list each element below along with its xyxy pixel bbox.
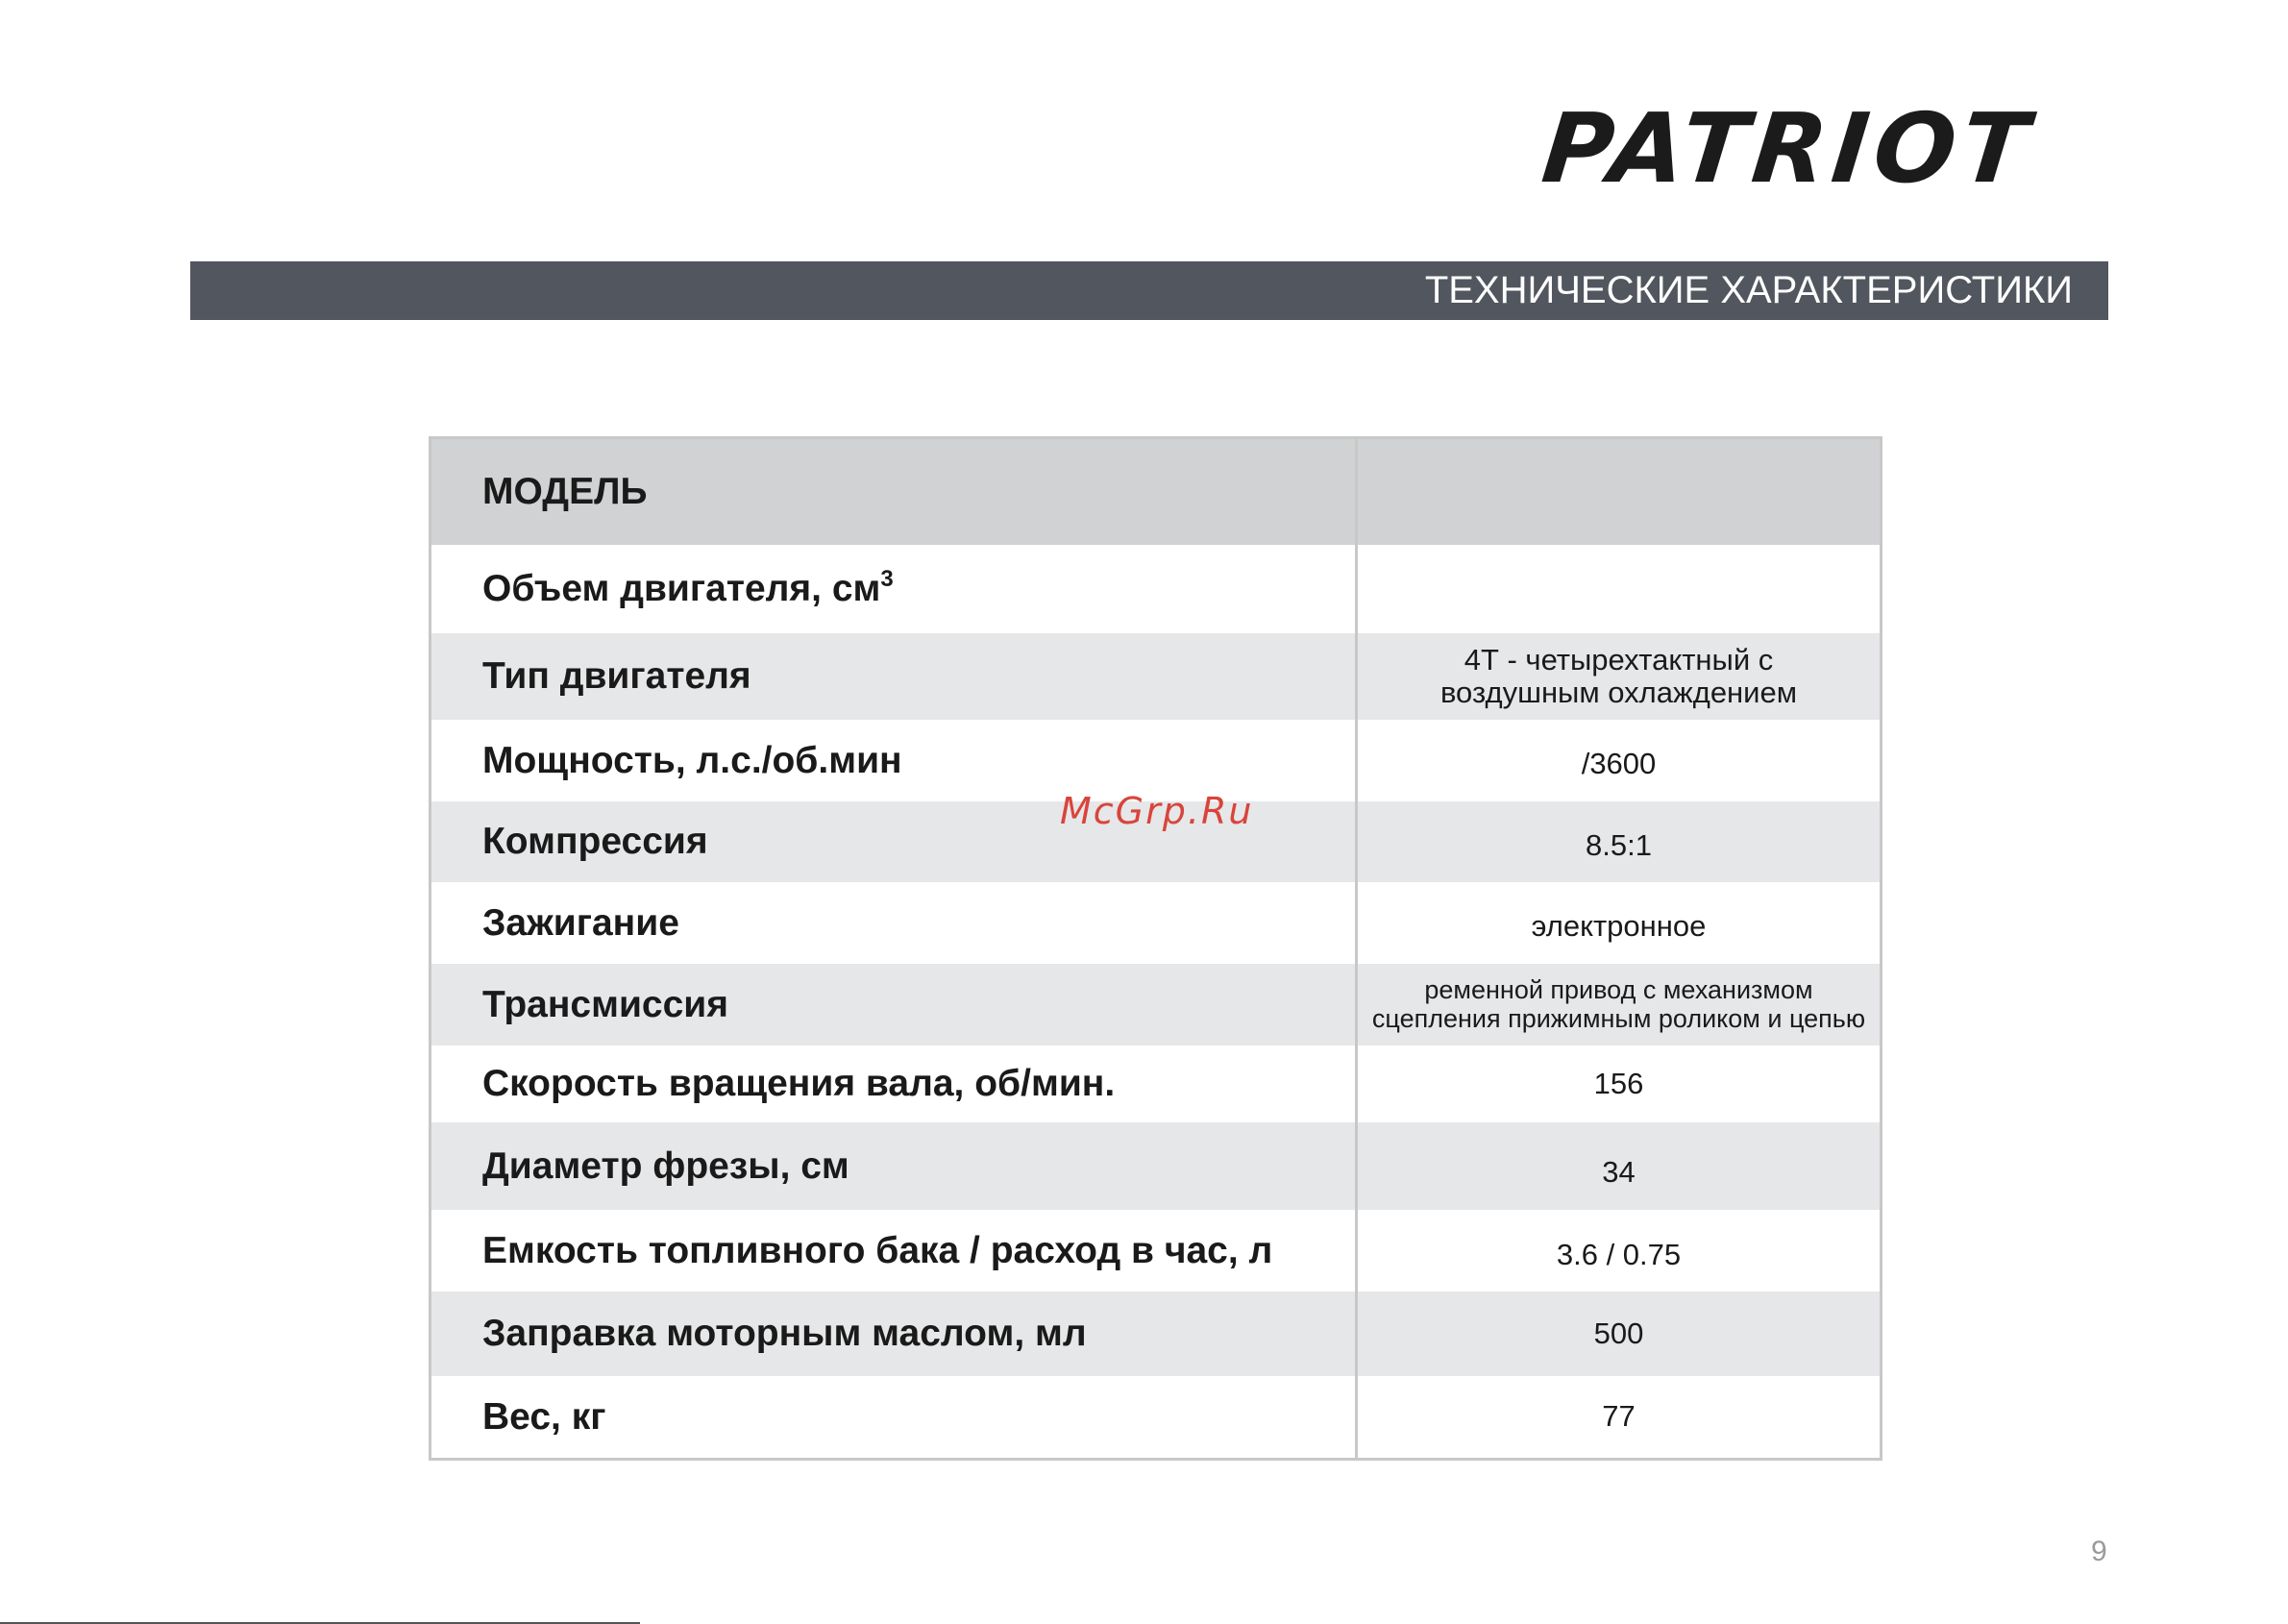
spec-table <box>429 436 1882 1461</box>
table-row <box>431 545 1880 633</box>
cubic-superscript: 3 <box>880 566 894 592</box>
row-value <box>1358 882 1880 964</box>
table-row <box>431 1292 1880 1376</box>
table-row <box>431 1210 1880 1292</box>
value-line: сцепления прижимным роликом и цепью <box>1371 1003 1866 1033</box>
row-value <box>1358 633 1880 720</box>
row-value <box>1358 964 1880 1046</box>
row-value <box>1358 1122 1880 1210</box>
row-label: Диаметр фрезы, см <box>482 1144 849 1187</box>
row-label: Мощность, л.с./об.мин <box>482 739 902 781</box>
row-label: Компрессия <box>482 821 708 862</box>
row-value <box>1358 545 1880 633</box>
value-line: 3.6 / 0.75 <box>1556 1238 1682 1272</box>
watermark: McGrp.Ru <box>1060 790 1254 832</box>
value-line: ременной привод с механизмом <box>1424 974 1813 1004</box>
value-line: /3600 <box>1581 747 1657 781</box>
row-value <box>1358 1046 1880 1122</box>
value-line: 156 <box>1593 1066 1644 1100</box>
model-label: МОДЕЛЬ <box>482 471 648 512</box>
table-row <box>431 1046 1880 1122</box>
row-label: Емкость топливного бака / расход в час, л <box>482 1229 1273 1271</box>
page-number: 9 <box>2091 1536 2107 1567</box>
row-value <box>1358 1292 1880 1376</box>
table-row <box>431 882 1880 964</box>
row-label: Вес, кг <box>482 1395 606 1438</box>
column-divider <box>1355 439 1358 1458</box>
row-value <box>1358 1376 1880 1458</box>
row-label <box>482 545 894 633</box>
row-label: Скорость вращения вала, об/мин. <box>482 1063 1116 1104</box>
table-row <box>431 633 1880 720</box>
engine-volume-label: Объем двигателя, см <box>482 568 881 609</box>
value-line: 4Т - четырехтактный с <box>1464 642 1774 677</box>
table-row <box>431 1376 1880 1458</box>
row-label: Тип двигателя <box>482 655 751 697</box>
row-value <box>1358 720 1880 801</box>
value-line: электронное <box>1531 909 1707 944</box>
value-line: 8.5:1 <box>1586 827 1652 862</box>
value-line: 77 <box>1602 1399 1636 1434</box>
row-label: Трансмиссия <box>482 983 729 1025</box>
section-banner <box>190 261 2108 320</box>
table-row <box>431 1122 1880 1210</box>
row-label: Зажигание <box>482 901 679 944</box>
row-label: Заправка моторным маслом, мл <box>482 1313 1087 1354</box>
patriot-logo: PATRIOT <box>1537 92 2039 205</box>
model-value <box>1358 439 1880 545</box>
section-title: ТЕХНИЧЕСКИЕ ХАРАКТЕРИСТИКИ <box>1424 269 2073 311</box>
value-line: 500 <box>1593 1316 1644 1350</box>
table-row <box>431 964 1880 1046</box>
row-value <box>1358 801 1880 882</box>
row-value <box>1358 1210 1880 1292</box>
table-header-row <box>431 439 1880 545</box>
value-line: 34 <box>1602 1155 1636 1190</box>
value-line: воздушным охлаждением <box>1439 676 1798 709</box>
